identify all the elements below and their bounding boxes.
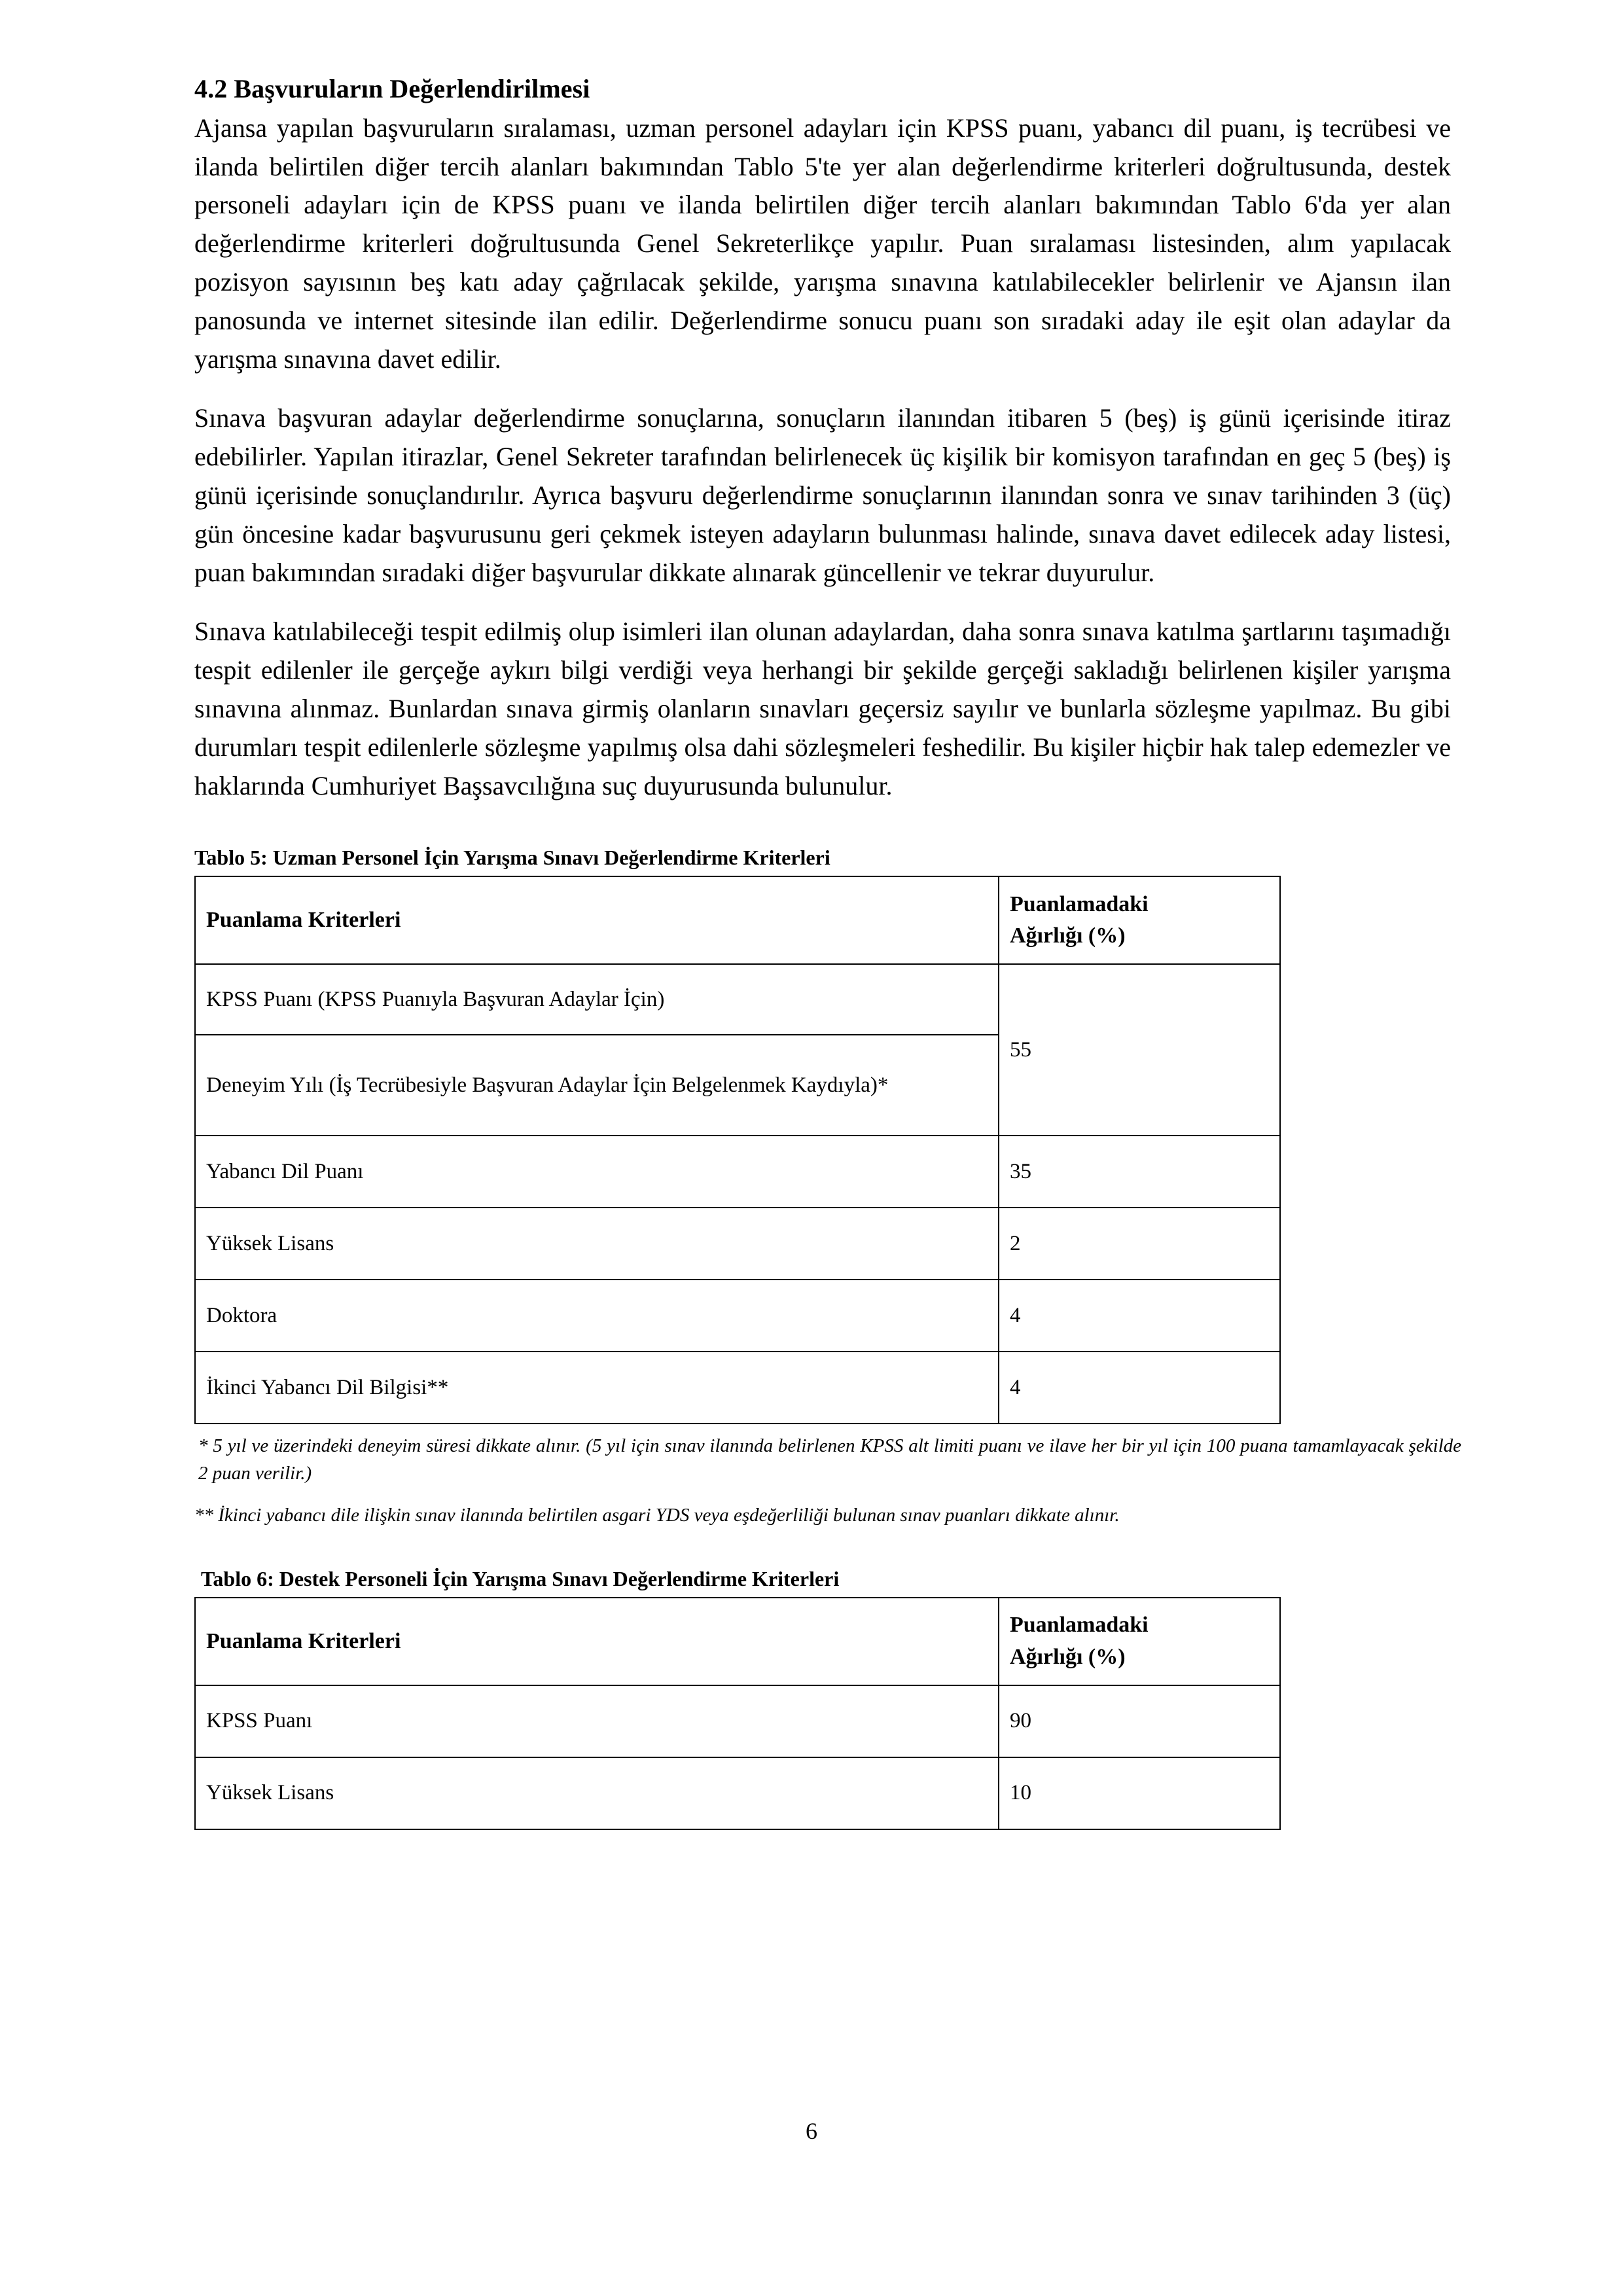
table5-header-criteria: Puanlama Kriterleri	[195, 876, 999, 964]
table6-cell-weight-0: 90	[999, 1685, 1280, 1757]
table5	[194, 876, 1281, 1424]
table5-cell-weight-4: 4	[999, 1280, 1280, 1352]
table6-cell-criteria-1: Yüksek Lisans	[195, 1757, 999, 1829]
table-row	[195, 1280, 1280, 1352]
table5-cell-weight-5: 4	[999, 1352, 1280, 1424]
table5-header-weight-line2: Ağırlığı (%)	[1010, 923, 1126, 948]
table5-cell-criteria-2: Yabancı Dil Puanı	[195, 1136, 999, 1208]
paragraph-3: Sınava katılabileceği tespit edilmiş olup isimleri ilan olunan adaylardan, daha sonra sınava katılma şartlarını taşımadığı tespit edilenler ile gerçeğe aykırı bilgi verdiği veya herhangi bir şekilde gerçeği sakladığı belirlenen kişiler yarışma sınavına alınmaz. Bunlardan sınava girmiş olanların sınavları geçersiz sayılır ve bunlarla sözleşme yapılmaz. Bu gibi durumları tespit edilenlerle sözleşme yapılmış olsa dahi sözleşmeleri feshedilir. Bu kişiler hiçbir hak talep edemezler ve haklarında Cumhuriyet Başsavcılığına suç duyurusunda bulunulur.	[194, 617, 1451, 800]
page-content	[194, 73, 1461, 1830]
table5-cell-weight-0: 55	[999, 964, 1280, 1136]
table5-cell-criteria-1: Deneyim Yılı (İş Tecrübesiyle Başvuran Adaylar İçin Belgelenmek Kaydıyla)*	[195, 1035, 999, 1136]
section-heading: 4.2 Başvuruların Değerlendirilmesi	[194, 74, 590, 103]
table5-cell-weight-3: 2	[999, 1208, 1280, 1280]
table5-footnote-1: * 5 yıl ve üzerindeki deneyim süresi dikkate alınır. (5 yıl için sınav ilanında belirlenen KPSS alt limiti puanı ve ilave her bir yıl için 100 puana tamamlayacak şekilde 2 puan verilir.)	[198, 1435, 1461, 1484]
table5-cell-weight-2: 35	[999, 1136, 1280, 1208]
table5-header-weight-line1: Puanlamadaki	[1010, 891, 1149, 916]
table6-caption: Tablo 6: Destek Personeli İçin Yarışma Sınavı Değerlendirme Kriterleri	[201, 1567, 840, 1591]
table5-cell-criteria-3: Yüksek Lisans	[195, 1208, 999, 1280]
table6-header-weight-line2: Ağırlığı (%)	[1010, 1644, 1126, 1669]
table6-header-criteria: Puanlama Kriterleri	[195, 1598, 999, 1685]
table6-header-row	[195, 1598, 1280, 1685]
spacer-before-table6	[194, 1529, 1451, 1566]
table5-caption: Tablo 5: Uzman Personel İçin Yarışma Sınavı Değerlendirme Kriterleri	[194, 846, 830, 870]
table6-cell-weight-1: 10	[999, 1757, 1280, 1829]
table-row	[195, 1208, 1280, 1280]
table-row	[195, 1757, 1280, 1829]
spacer-before-table5	[194, 826, 1451, 844]
table-row	[195, 1685, 1280, 1757]
table5-cell-criteria-5: İkinci Yabancı Dil Bilgisi**	[195, 1352, 999, 1424]
table6-header-weight-line1: Puanlamadaki	[1010, 1613, 1149, 1638]
table5-cell-criteria-4: Doktora	[195, 1280, 999, 1352]
table5-footnote-2: ** İkinci yabancı dile ilişkin sınav ilanında belirtilen asgari YDS veya eşdeğerliliği bulunan sınav puanları dikkate alınır.	[194, 1505, 1120, 1526]
table-row	[195, 1352, 1280, 1424]
table6-cell-criteria-0: KPSS Puanı	[195, 1685, 999, 1757]
table5-header-row	[195, 876, 1280, 964]
table-row	[195, 1136, 1280, 1208]
paragraph-1: Ajansa yapılan başvuruların sıralaması, uzman personel adayları için KPSS puanı, yabancı dil puanı, iş tecrübesi ve ilanda belirtilen diğer tercih alanları bakımından Tablo 5'te yer alan değerlendirme kriterleri doğrultusunda, destek personeli adayları için de KPSS puanı ve ilanda belirtilen diğer tercih alanları bakımından Tablo 6'da yer alan değerlendirme kriterleri doğrultusunda Genel Sekreterlikçe yapılır. Puan sıralaması listesinden, alım yapılacak pozisyon sayısının beş katı aday çağrılacak şekilde, yarışma sınavına katılabilecekler belirlenir ve Ajansın ilan panosunda ve internet sitesinde ilan edilir. Değerlendirme sonucu puanı son sıradaki aday ile eşit olan adaylar da yarışma sınavına davet edilir.	[194, 113, 1451, 374]
table5-cell-criteria-0: KPSS Puanı (KPSS Puanıyla Başvuran Adaylar İçin)	[195, 964, 999, 1035]
page-number: 6	[806, 2118, 817, 2144]
table6-header-weight	[999, 1598, 1280, 1685]
table6	[194, 1597, 1281, 1830]
paragraph-2: Sınava başvuran adaylar değerlendirme sonuçlarına, sonuçların ilanından itibaren 5 (beş) iş günü içerisinde itiraz edebilirler. Yapılan itirazlar, Genel Sekreter tarafından belirlenecek üç kişilik bir komisyon tarafından en geç 5 (beş) iş günü içerisinde sonuçlandırılır. Ayrıca başvuru değerlendirme sonuçlarının ilanından sonra ve sınav tarihinden 3 (üç) gün öncesine kadar başvurusunu geri çekmek isteyen adayların bulunması halinde, sınava davet edilecek aday listesi, puan bakımından sıradaki diğer başvurular dikkate alınarak güncellenir ve tekrar duyurulur.	[194, 403, 1451, 587]
table-row	[195, 964, 1280, 1035]
table5-header-weight	[999, 876, 1280, 964]
